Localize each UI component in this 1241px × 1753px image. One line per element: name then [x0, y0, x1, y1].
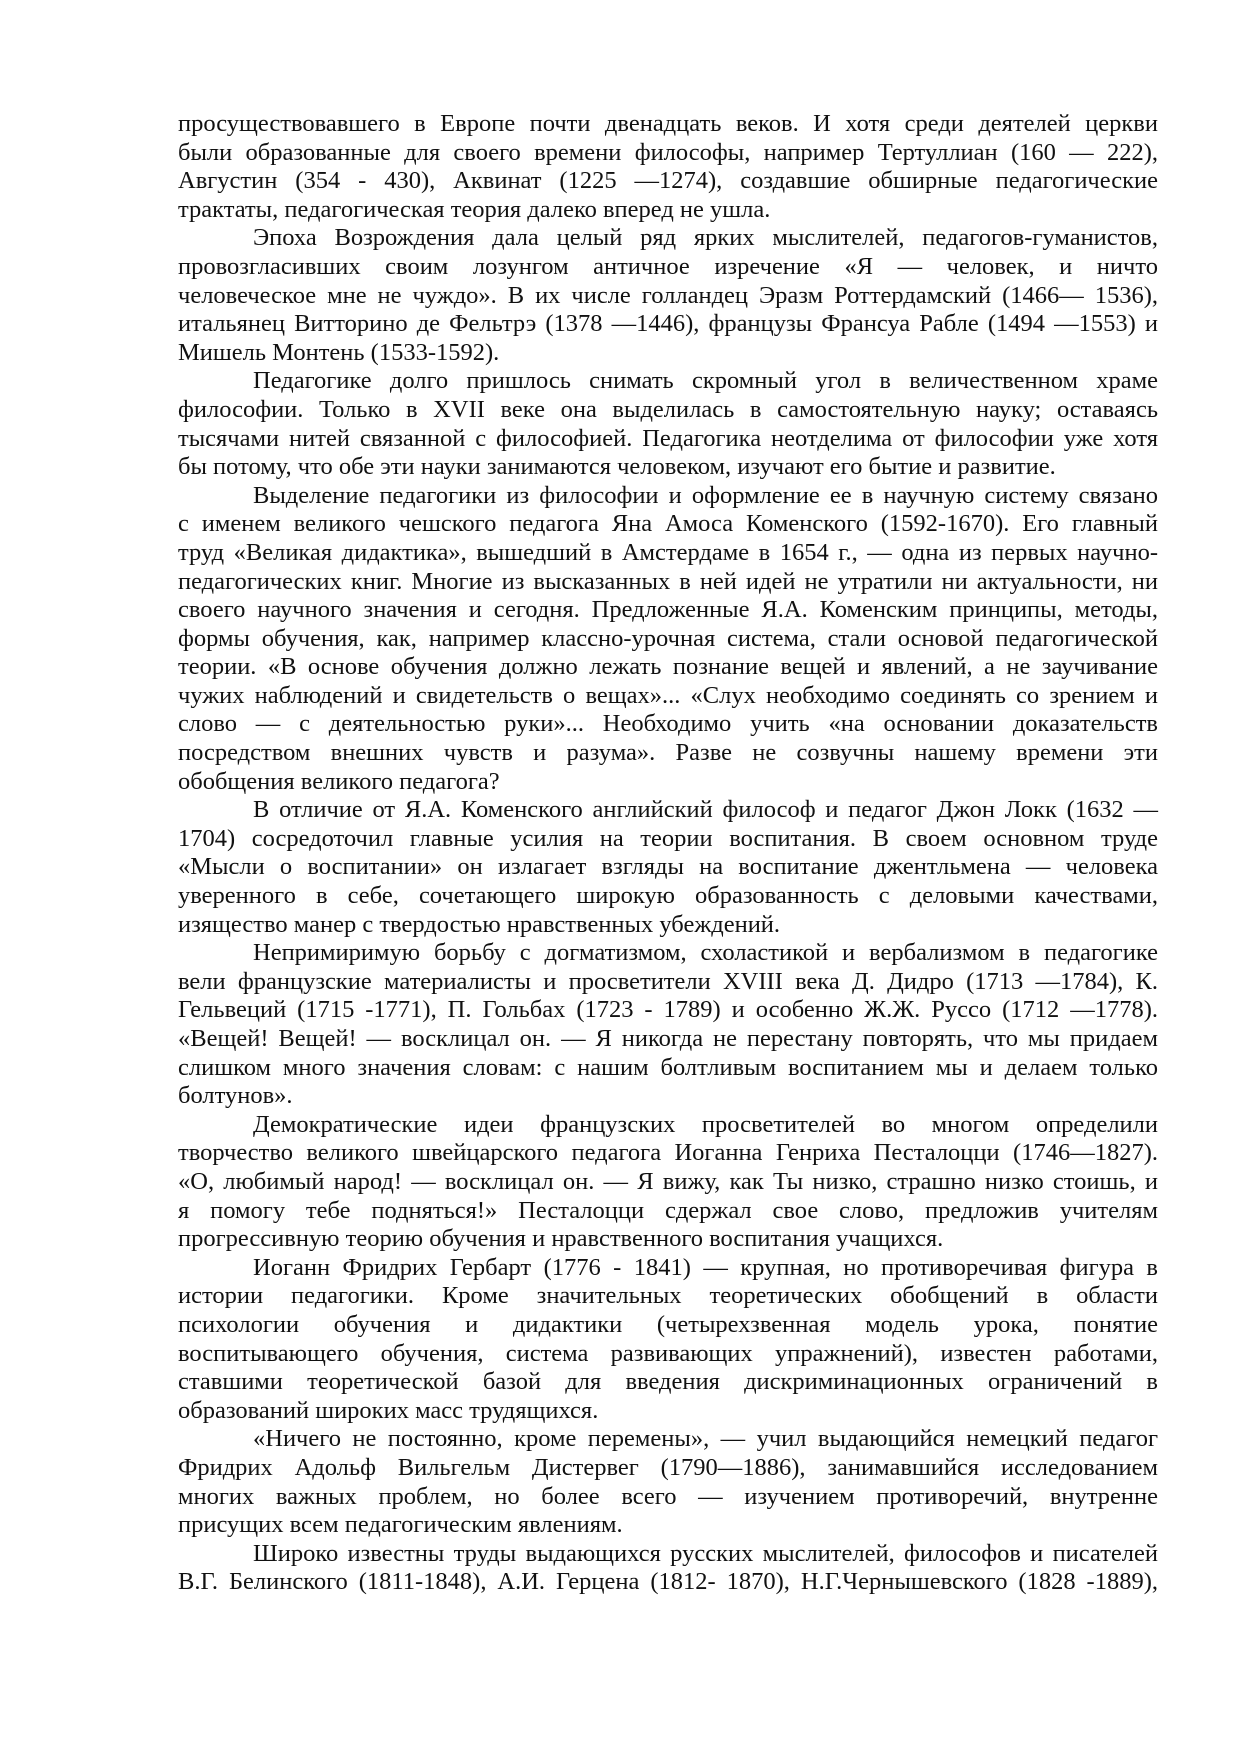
text-line: Мишель Монтень (1533-1592). — [178, 338, 500, 366]
text-line: прогрессивную теорию обучения и нравственного воспитания учащихся. — [178, 1225, 944, 1253]
body-text — [178, 110, 1158, 1597]
paragraph-diesterweg — [178, 1425, 1158, 1539]
text-line: теории. «В основе обучения должно лежать познание вещей и явлений, а не заучивание — [178, 653, 1158, 681]
text-line: вели французские материалисты и просветители XVIII века Д. Дидро (1713 —1784), К. — [178, 967, 1158, 995]
text-line: педагогических книг. Многие из высказанных в ней идей не утратили ни актуальности, ни — [178, 567, 1158, 595]
text-line: образований широких масс трудящихся. — [178, 1396, 599, 1424]
text-line: человеческое мне не чуждо». В их числе голландец Эразм Роттердамский (1466— 1536), — [178, 281, 1158, 309]
text-line: многих важных проблем, но более всего — изучением противоречий, внутренне — [178, 1482, 1158, 1510]
text-line: В.Г. Белинского (1811-1848), А.И. Герцена (1812- 1870), Н.Г.Чернышевского (1828 -1889), — [178, 1568, 1158, 1596]
paragraph-medieval-church — [178, 110, 1158, 224]
text-line: Иоганн Фридрих Гербарт (1776 - 1841) — крупная, но противоречивая фигура в — [253, 1253, 1158, 1281]
text-line: труд «Великая дидактика», вышедший в Амстердаме в 1654 г., — одна из первых научно- — [178, 538, 1158, 566]
text-line: Педагогике долго пришлось снимать скромный угол в величественном храме — [253, 367, 1158, 395]
text-line: я помогу тебе подняться!» Песталоцци сдержал свое слово, предложив учителям — [178, 1196, 1158, 1224]
text-line: творчество великого швейцарского педагога Иоганна Генриха Песталоцци (1746—1827). — [178, 1139, 1158, 1167]
text-line: формы обучения, как, например классно-урочная система, стали основой педагогической — [178, 624, 1158, 652]
text-line: философии. Только в XVII веке она выделилась в самостоятельную науку; оставаясь — [178, 395, 1158, 423]
paragraph-pedagogy-philosophy — [178, 367, 1158, 481]
text-line: изящество манер с твердостью нравственных убеждений. — [178, 910, 781, 938]
paragraph-pestalozzi — [178, 1111, 1158, 1254]
text-line: Августин (354 - 430), Аквинат (1225 —1274), создавшие обширные педагогические — [178, 167, 1158, 195]
paragraph-russian-thinkers — [178, 1540, 1158, 1597]
paragraph-french-enlightenment — [178, 939, 1158, 1111]
text-line: своего научного значения и сегодня. Предложенные Я.А. Коменским принципы, методы, — [178, 596, 1158, 624]
text-line: Широко известны труды выдающихся русских мыслителей, философов и писателей — [253, 1539, 1158, 1567]
text-line: трактаты, педагогическая теория далеко вперед не ушла. — [178, 195, 771, 223]
text-line: «Вещей! Вещей! — восклицал он. — Я никогда не перестану повторять, что мы придаем — [178, 1025, 1158, 1052]
text-line: слишком много значения словам: с нашим болтливым воспитанием мы и делаем только — [178, 1053, 1158, 1081]
text-line: с именем великого чешского педагога Яна Амоса Коменского (1592-1670). Его главный — [178, 510, 1158, 538]
text-line: обобщения великого педагога? — [178, 767, 500, 795]
paragraph-comenius — [178, 482, 1158, 797]
text-line: просуществовавшего в Европе почти двенадцать веков. И хотя среди деятелей церкви — [178, 110, 1158, 137]
text-line: Гельвеций (1715 -1771), П. Гольбах (1723 - 1789) и особенно Ж.Ж. Руссо (1712 —1778). — [178, 996, 1158, 1024]
text-line: истории педагогики. Кроме значительных теоретических обобщений в области — [178, 1282, 1158, 1310]
text-line: В отличие от Я.А. Коменского английский философ и педагог Джон Локк (1632 — — [253, 796, 1158, 824]
text-line: Фридрих Адольф Вильгельм Дистервег (1790—1886), занимавшийся исследованием — [178, 1453, 1158, 1481]
text-line: болтунов». — [178, 1082, 293, 1110]
text-line: Непримиримую борьбу с догматизмом, схоластикой и вербализмом в педагогике — [253, 939, 1158, 967]
text-line: Выделение педагогики из философии и оформление ее в научную систему связано — [253, 481, 1158, 509]
paragraph-herbart — [178, 1254, 1158, 1426]
text-line: воспитывающего обучения, система развивающих упражнений), известен работами, — [178, 1339, 1158, 1367]
text-line: присущих всем педагогическим явлениям. — [178, 1511, 623, 1539]
text-line: итальянец Витторино де Фельтрэ (1378 —1446), французы Франсуа Рабле (1494 —1553) и — [178, 310, 1158, 338]
text-line: психологии обучения и дидактики (четырехзвенная модель урока, понятие — [178, 1310, 1158, 1338]
paragraph-renaissance — [178, 224, 1158, 367]
text-line: «Мысли о воспитании» он излагает взгляды на воспитание джентльмена — человека — [178, 853, 1158, 881]
text-line: были образованные для своего времени философы, например Тертуллиан (160 — 222), — [178, 138, 1158, 166]
text-line: «Ничего не постоянно, кроме перемены», — учил выдающийся немецкий педагог — [253, 1425, 1158, 1453]
text-line: 1704) сосредоточил главные усилия на теории воспитания. В своем основном труде — [178, 824, 1158, 852]
paragraph-locke — [178, 796, 1158, 939]
text-line: ставшими теоретической базой для введения дискриминационных ограничений в — [178, 1368, 1158, 1396]
text-line: провозгласивших своим лозунгом античное изречение «Я — человек, и ничто — [178, 252, 1158, 280]
text-line: чужих наблюдений и свидетельств о вещах»... «Слух необходимо соединять со зрением и — [178, 681, 1158, 709]
text-line: бы потому, что обе эти науки занимаются человеком, изучают его бытие и развитие. — [178, 453, 1056, 481]
text-line: уверенного в себе, сочетающего широкую образованность с деловыми качествами, — [178, 882, 1158, 910]
text-line: Эпоха Возрождения дала целый ряд ярких мыслителей, педагогов-гуманистов, — [253, 224, 1158, 252]
text-line: Демократические идеи французских просветителей во многом определили — [253, 1110, 1158, 1138]
text-line: «О, любимый народ! — восклицал он. — Я вижу, как Ты низко, страшно низко стоишь, и — [178, 1167, 1158, 1195]
text-line: посредством внешних чувств и разума». Разве не созвучны нашему времени эти — [178, 739, 1158, 767]
text-line: тысячами нитей связанной с философией. Педагогика неотделима от философии уже хотя — [178, 424, 1158, 452]
text-line: слово — с деятельностью руки»... Необходимо учить «на основании доказательств — [178, 710, 1158, 738]
